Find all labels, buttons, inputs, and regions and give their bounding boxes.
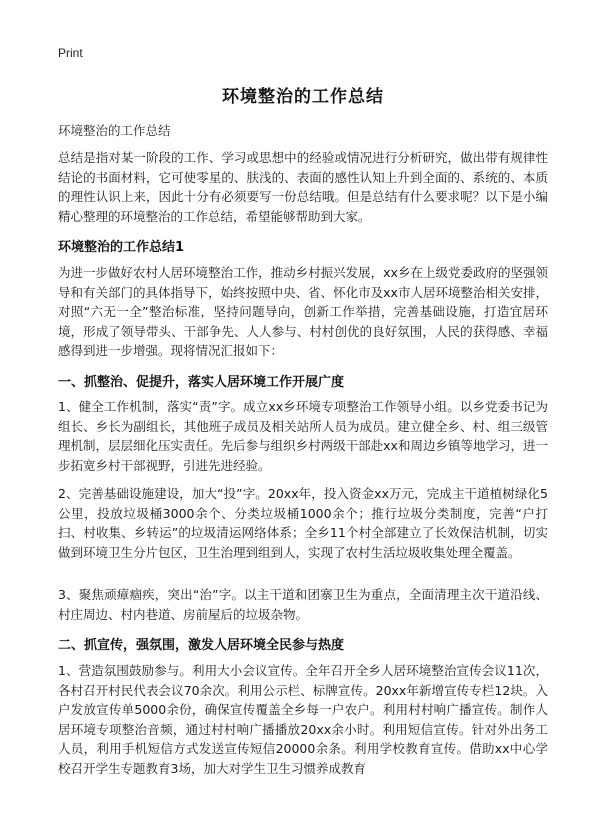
list-item-3: 3、聚焦顽瘴痼疾，突出“治”字。以主干道和团寨卫生为重点，全面清理主次干道沿线、村庄周边、村内巷道、房前屋后的垃圾杂物。 bbox=[58, 587, 548, 622]
subsection-heading-2: 二、抓宣传，强氛围，激发人居环境全民参与热度 bbox=[58, 638, 345, 653]
document-subtitle: 环境整治的工作总结 bbox=[58, 123, 171, 138]
print-link[interactable]: Print bbox=[58, 46, 83, 60]
section-heading: 环境整治的工作总结1 bbox=[58, 240, 185, 255]
list-item-1: 1、健全工作机制，落实“责”字。成立xx乡环境专项整治工作领导小组。以乡党委书记为组长、乡长为副组长，其他班子成员及相关站所人员为成员。建立健全乡、村、组三级管理机制，层层细化压实责任。先后参与组织乡村两级干部赴xx和周边乡镇等地学习，进一步拓宽乡村干部视野，引进先进经验。 bbox=[58, 399, 548, 473]
intro-paragraph: 总结是指对某一阶段的工作、学习或思想中的经验或情况进行分析研究，做出带有规律性结论的书面材料，它可使零星的、肤浅的、表面的感性认知上升到全面的、系统的、本质的理性认识上来，因此十分有必须要写一份总结哦。但是总结有什么要求呢？以下是小编精心整理的环境整治的工作总结，希望能够帮助到大家。 bbox=[58, 150, 548, 224]
section-paragraph: 为进一步做好农村人居环境整治工作，推动乡村振兴发展，xx乡在上级党委政府的坚强领导和有关部门的具体指导下，始终按照中央、省、怀化市及xx市人居环境整治相关安排，对照“六无一全”整治标准，坚持问题导向，创新工作举措，完善基础设施，打造宜居环境，形成了领导带头、干部争先、人人参与、村村创优的良好氛围，人民的获得感、幸福感得到进一步增强。现将情况汇报如下： bbox=[58, 265, 548, 358]
list-item-2: 2、完善基础设施建设，加大“投”字。20xx年，投入资金xx万元，完成主干道植树绿化5公里，投放垃圾桶3000余个、分类垃圾桶1000余个；推行垃圾分类制度，完善“户打扫、村收集、乡转运”的垃圾清运网络体系；全乡11个村全部建立了长效保洁机制，切实做到环境卫生分片包区，卫生治理到组到人，实现了农村生活垃圾收集处理全覆盖。 bbox=[58, 486, 548, 560]
subsection-heading-1: 一、抓整治、促提升，落实人居环境工作开展广度 bbox=[58, 375, 345, 390]
list-item-4: 1、营造氛围鼓励参与。利用大小会议宣传。全年召开全乡人居环境整治宣传会议11次，各村召开村民代表会议70余次。利用公示栏、标牌宣传。20xx年新增宣传专栏12块。入户发放宣传单5000余份，确保宣传覆盖全乡每一户农户。利用村村响广播宣传。制作人居环境专项整治音频，通过村村响广播播放20xx余小时。利用短信宣传。针对外出务工人员，利用手机短信方式发送宣传短信20000余条。利用学校教育宣传。借助xx中心学校召开学生专题教育3场，加大对学生卫生习惯养成教育 bbox=[58, 663, 548, 776]
document-title: 环境整治的工作总结 bbox=[222, 87, 384, 107]
